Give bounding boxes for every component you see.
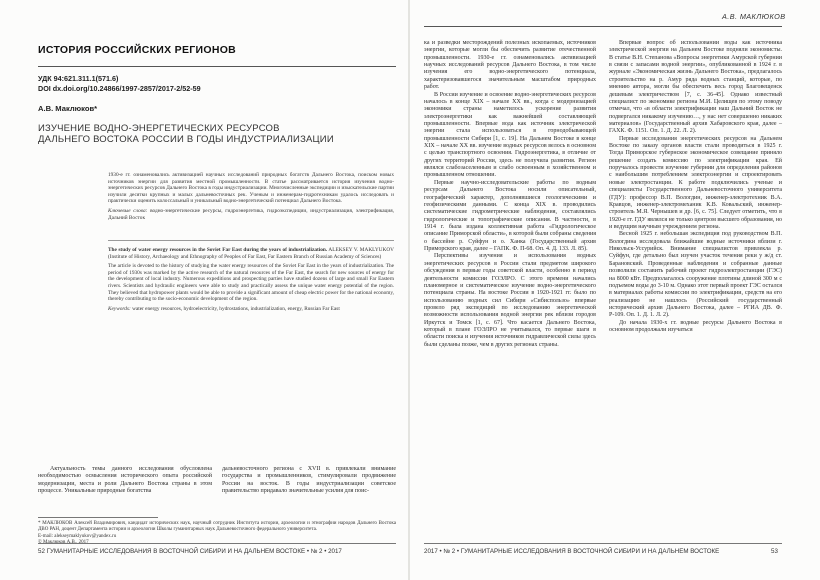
- body-paragraph: ка и разведки месторождений полезных ископаемых, источников энергии, которые могли бы обеспечить развитие отечественной промышленности. 1930-е гг. ознаменовались активизацией научных исследований ресурсов Дальнего Востока, в том числе изучения его водно-энергетического потенциала, характеризовавшегося значительным масштабом природных работ.: [424, 40, 596, 91]
- doi: DOI dx.doi.org/10.24866/1997-2857/2017-2/52-59: [38, 84, 201, 93]
- running-author: А.В. МАКЛЮКОВ: [722, 12, 786, 21]
- body-paragraph: дальневосточного региона с XVII в. привлекали внимание государства и промышленников, стимулировали продвижение России на восток. В годы индустриализации советское правительство придавало значительные усилия для поис-: [222, 466, 396, 495]
- article-identifiers: [38, 74, 201, 94]
- body-paragraph: Весной 1925 г. небольшая экспедиция под руководством В.П. Вологдина исследовала ближайшие водные источники вблизи г. Никольск-Уссурийск. Внимание специалистов привлекла р. Суйфун, где детально был изучен участок течения реки у ж/д ст. Барановский. Проведенные наблюдения и собранные данные позволили составить рабочий проект гидроэлектростанции (ГЭС) на 8000 кВт. Предполагалось сооружение плотины длиной 300 м с подъемом воды до 3-10 м. Однако этот первый проект ГЭС остался в материалах работы комиссии по электрификации, средств на его реализацию не нашлось (Российский государственный исторический архив Дальнего Востока, далее – РГИА ДВ. Ф. Р-109. Оп. 1. Д. 1. Л. 2).: [609, 231, 782, 319]
- abstract-russian: [108, 172, 394, 221]
- article-title-line: ДАЛЬНЕГО ВОСТОКА РОССИИ В ГОДЫ ИНДУСТРИАЛИЗАЦИИ: [38, 134, 334, 145]
- keywords-ru: [108, 208, 394, 221]
- footnote-rule: [38, 517, 158, 518]
- body-paragraph: Первые научно-исследовательские работы по водным ресурсам Дальнего Востока носили описательный, географический характер, дополнявшиеся геологическими и геофизическими данными. С конца XIX в. проводились систематические гидрометрические наблюдения, составлялись гидрологические и топографические описания. В частности, в 1914 г. была издана коллективная работа «Гидрологическое описание Приморской области», в которой были собраны сведения о бассейне р. Суйфун и о. Ханка (Государственный архив Приморского края, далее – ГАПК. Ф. П-68. Оп. 4. Д. 133. Л. 85).: [424, 179, 596, 253]
- right-page-footer: 2017 • № 2 • ГУМАНИТАРНЫЕ ИССЛЕДОВАНИЯ В ВОСТОЧНОЙ СИБИРИ И НА ДАЛЬНЕМ ВОСТОКЕ: [424, 548, 720, 555]
- body-column-1: [38, 466, 212, 495]
- keywords-en: [108, 306, 394, 313]
- keywords-en-text: water energy resources, hydroelectricity, hydrostations, industrialization, energy, Russian Far East: [132, 305, 340, 312]
- abstract-en-header: [108, 247, 394, 260]
- footnote-text: * МАКЛЮКОВ Алексей Владимирович, кандидат исторических наук, научный сотрудник Института истории, археологии и этнографии народов Дальнего Востока ДВО РАН, доцент Департамента истории и археологии Школы гуманитарных наук Дальневосточного федерального университета.: [38, 521, 396, 533]
- section-title: ИСТОРИЯ РОССИЙСКИХ РЕГИОНОВ: [38, 44, 237, 56]
- right-column-1: [424, 40, 596, 349]
- body-paragraph: Впервые вопрос об использовании воды как источника электрической энергии на Дальнем Востоке подняли экономисты. В статье В.Н. Степанова «Вопросы энергетики Амурской губернии в связи с запасами водной энергии», опубликованной в 1924 г. в журнале «Экономическая жизнь Дальнего Востока», предлагалось строительство на р. Амур ряда водных станций, которые, по мнению автора, могли бы обеспечить весь город Благовещенск дешевым электричеством [7, с. 36-45]. Однако известный специалист по экономике региона М.И. Целищев по этому поводу отмечал, что «в области электрификации наш Дальний Восток не подвергался никакому изучению…, у нас нет совершенно никаких материалов» (Государственный архив Хабаровского края, далее – ГАХК. Ф. 1151. Оп. 1. Д. 22. Л. 2).: [609, 40, 782, 135]
- body-paragraph: Первые исследования энергетических ресурсов на Дальнем Востоке по заказу органов власти стали проводиться в 1925 г. Тогда Приморское губернское экономическое совещание приняло решение создать комиссию по электрификации края. Ей поручалось провести изучение губернии для определения районов с наибольшим потреблением электроэнергии и спроектировать новые электростанции. К работе подключились ученые и специалисты Государственного Дальневосточного университета (ГДУ): профессор В.П. Вологдин, инженер-электротехник В.А. Кравцов, инженер-электромеханик К.В. Ковальский, инженер-строитель М.Я. Чернышев и др. [6, с. 75]. Следует отметить, что в 1920-е гг. ГДУ являлся не только центром высшего образования, но и ведущим научным учреждением региона.: [609, 135, 782, 230]
- abstract-ru-text: 1930-е гг. ознаменовались активизацией научных исследований природных богатств Дальнего Востока, поиском новых источников энергии для развития местной промышленности. В статье рассматривается история изучения водно-энергетических ресурсов Дальнего Востока в годы индустриализации. Многочисленные экспедиции и изыскательские партии изучили десятки крупных и малых дальневосточных рек. Ученым и инженерам-гидротехникам удалось исследовать и практически оценить колоссальный и уникальный водно-энергетический потенциал Дальнего Востока.: [108, 172, 394, 205]
- header-rule: [424, 26, 782, 27]
- section-rule: [38, 66, 396, 67]
- body-paragraph: В России изучение и освоение водно-энергетических ресурсов началось в конце XIX – начале XX вв., когда с модернизацией экономики страны наметилось ускорение развития электроэнергетики как важнейшей составляющей промышленности. Впервые вода как источник электрической энергии стала использоваться в горнодобывающей промышленности Сибири [1, с. 19]. На Дальнем Востоке в конце XIX – начале XX вв. изучение водных ресурсов велось в основном с целью транспортного освоения. Гидроэнергетика, в отличие от других территорий России, здесь не получила развития. Регион являлся слабозаселенным и слабо освоенным в хозяйственном и промышленном отношении.: [424, 91, 596, 179]
- article-author: А.В. Маклюков*: [38, 104, 98, 113]
- left-page-footer: 52 ГУМАНИТАРНЫЕ ИССЛЕДОВАНИЯ В ВОСТОЧНОЙ СИБИРИ И НА ДАЛЬНЕМ ВОСТОКЕ • № 2 • 2017: [38, 548, 342, 555]
- abstract-en-text: The article is devoted to the history of studying the water energy resources of the Soviet Far East in the years of industrialization. The period of 1930s was marked by the active research of the natural resources of the Far East, the search for new sources of energy for the development of local industry. Numerous expeditions and prospecting parties have studied dozens of large and small Far Eastern rivers. Scientists and hydraulic engineers were able to study and practically assess the unique water energy potential of the region. They believed that hydropower plants would be able to provide a significant amount of cheap electric power for the national economy, thereby contributing to the socio-economic development of the region.: [108, 263, 394, 303]
- page-number: 53: [771, 548, 778, 555]
- udc-code: УДК 94:621.311.1(571.6): [38, 74, 119, 83]
- keywords-en-label: Keywords:: [108, 305, 131, 312]
- footer-rule: [38, 543, 396, 544]
- article-title-line: ИЗУЧЕНИЕ ВОДНО-ЭНЕРГЕТИЧЕСКИХ РЕСУРСОВ: [38, 123, 280, 134]
- body-paragraph: Перспективы изучения и использования водных энергетических ресурсов в России стали предметом широкого обсуждения в первые годы советской власти, особенно в период деятельности комиссии ГОЭЛРО. С этого времени начались планомерное и систематическое изучение водно-энергетического потенциала страны. На востоке России в 1920-1921 гг. было по использованию водных сил Сибири «Сибиспользо» впервые провело ряд экспедиций по исследованию энергетической возможности использования водной энергии рек вблизи городов Иркутск и Томск [1, с. 67]. Что касается Дальнего Востока, который в плане ГОЭЛРО не учитывался, то первые шаги в области поиска и изучения источников гидравлической силы здесь были сделаны позже, чем в других регионах страны.: [424, 253, 596, 348]
- right-column-2: [609, 40, 782, 334]
- body-column-2: [222, 466, 396, 495]
- footer-rule: [424, 543, 782, 544]
- keywords-ru-text: водно-энергетические ресурсы, гидроэнергетика, гидроэкспедиции, индустриализация, электрификация, Дальний Восток: [108, 207, 394, 221]
- abstract-english: [108, 247, 394, 312]
- body-paragraph: До начала 1930-х гг. водные ресурсы Дальнего Востока в основном продолжали изучаться: [609, 319, 782, 334]
- abstract-en-heading: The study of water energy resources in the Soviet Far East during the years of industrialization.: [108, 247, 328, 253]
- article-title: [38, 123, 334, 145]
- abstract-divider: [108, 240, 394, 241]
- left-page: [0, 0, 408, 580]
- body-paragraph: Актуальность темы данного исследования обусловлена необходимостью осмысления исторического опыта российской модернизации, места и роли Дальнего Востока страны в этом процессе. Уникальные природные богатства: [38, 466, 212, 495]
- abstract-en-affiliation: ALEKSEY V. MAKLYUKOV (Institute of History, Archaeology and Ethnography of Peoples of Far East, Far Eastern Branch of Russian Academy of Sciences): [108, 247, 394, 260]
- footnote-email: E-mail: alekseymaklyukov@yandex.ru: [38, 533, 117, 539]
- keywords-ru-label: Ключевые слова:: [108, 207, 148, 214]
